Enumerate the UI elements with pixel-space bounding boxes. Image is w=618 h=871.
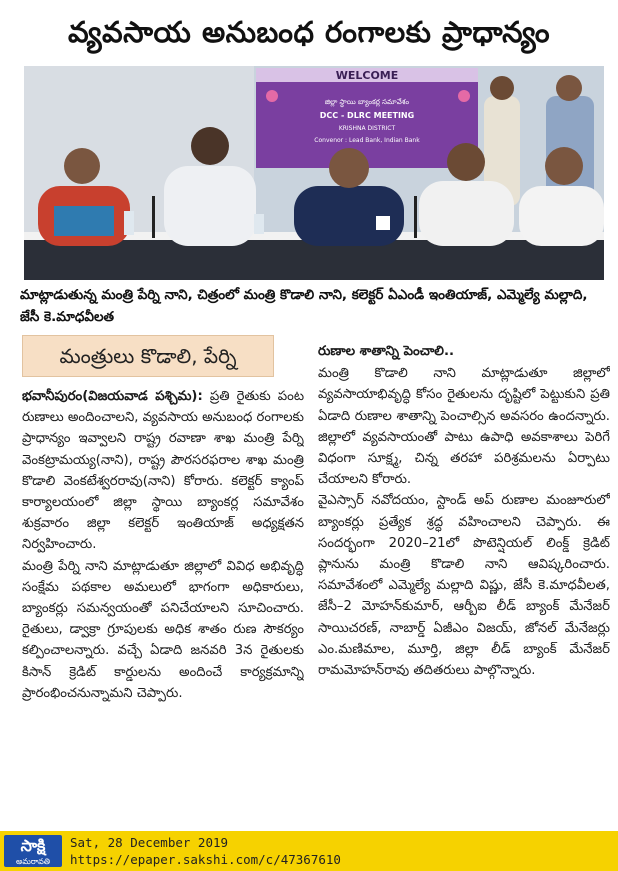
article-paragraph: మంత్రి పేర్ని నాని మాట్లాడుతూ జిల్లాలో వివిధ అభివృద్ధి సంక్షేమ పథకాల అమలులో భాగంగా అధికారులు, బ్యాంకర్లు సమన్వయంతో పనిచేయాలని సూచించారు. రైతులు, డ్వాక్రా గ్రూపులకు అధిక శాతం రుణ సౌకర్యం కల్పించాలన్నారు. వచ్చే ఏడాది జనవరి 3న రైతులకు కిసాన్ క్రెడిట్ కార్డులను అందించే కార్యక్రమాన్ని ప్రారంభించనున్నామని చెప్పారు. bbox=[22, 558, 304, 701]
banner-line1: జిల్లా స్థాయి బ్యాంకర్ల సమావేశం bbox=[324, 98, 410, 106]
banner-line4: Convenor : Lead Bank, Indian Bank bbox=[314, 137, 420, 144]
logo-subtext: అమరావతి bbox=[15, 857, 51, 866]
article-paragraph bbox=[22, 386, 304, 556]
article-paragraph: మంత్రి కొడాలి నాని మాట్లాడుతూ జిల్లాలో వ్యవసాయాభివృద్ధి కోసం రైతులను దృష్టిలో పెట్టుకుని ప్రతి ఏడాది రుణాల శాతాన్ని పెంచాల్సిన అవసరం ఉందన్నారు. జిల్లాలో వ్యవసాయంతో పాటు ఉపాధి అవకాశాలు పెరిగే విధంగా సూక్ష్మ, చిన్న తరహా పరిశ్రమలను ఏర్పాటు చేయాలని కోరారు. bbox=[318, 366, 610, 488]
banner-line2: DCC - DLRC MEETING bbox=[319, 111, 415, 120]
headline: వ్యవసాయ అనుబంధ రంగాలకు ప్రాధాన్యం bbox=[67, 15, 551, 49]
article-paragraph: వైఎస్సార్ నవోదయం, స్టాండ్ అప్ రుణాల మంజూరులో బ్యాంకర్లు ప్రత్యేక శ్రద్ధ వహించాలని చెప్పారు. ఈ సందర్భంగా 2020–21లో పొటెన్షియల్ లింక్డ్ క్రెడిట్ ప్లానును మంత్రి కొడాలి నాని ఆవిష్కరించారు. సమావేశంలో ఎమ్మెల్యే మల్లాది విష్ణు, జేసీ కె.మాధవీలత, జేసీ–2 మోహన్‌కుమార్, ఆర్బీఐ లీడ్ బ్యాంక్ మేనేజర్ సాయిచరణ్, నాబార్డ్ ఏజీఎం విజయ్, జోనల్ మేనేజర్లు ఎం.మణిమాల, మూర్తి, జిల్లా లీడ్ బ్యాంక్ మేనేజర్ రామమోహన్‌రావు తదితరులు పాల్గొన్నారు. bbox=[318, 493, 610, 679]
sub-headline: మంత్రులు కొడాలి, పేర్ని bbox=[22, 335, 274, 377]
banner-title: WELCOME bbox=[335, 69, 399, 82]
article-paragraph-text: ప్రతి రైతుకు పంట రుణాలు అందించాలని, వ్యవసాయ అనుబంధ రంగాలకు ప్రాధాన్యం ఇవ్వాలని రాష్ట్ర రవాణా శాఖ మంత్రి పేర్ని వెంకట్రామయ్య(నాని), రాష్ట్ర పౌరసరఫరాల శాఖ మంత్రి కొడాలి వెంకటేశ్వరరావు(నాని) కోరారు. కలెక్టర్ క్యాంప్ కార్యాలయంలో జిల్లా స్థాయి బ్యాంకర్ల సమావేశం శుక్రవారం జిల్లా కలెక్టర్ ఇంతియాజ్ అధ్యక్షతన నిర్వహించారు. bbox=[22, 389, 304, 553]
news-photo bbox=[24, 66, 604, 280]
edition-date: Sat, 28 December 2019 bbox=[70, 835, 229, 850]
photo-caption: మాట్లాడుతున్న మంత్రి పేర్ని నాని, చిత్రంలో మంత్రి కొడాలి నాని, కలెక్టర్ ఏఎండీ ఇంతియాజ్, ఎమ్మెల్యే మల్లాది, జేసీ కె.మాధవీలత bbox=[20, 287, 588, 325]
footer-bar bbox=[0, 831, 618, 871]
article-column-right bbox=[318, 341, 610, 811]
banner-line3: KRISHNA DISTRICT bbox=[338, 125, 396, 132]
dateline: భవానీపురం(విజయవాడ పశ్చిమ): bbox=[22, 389, 203, 404]
edition-url[interactable]: https://epaper.sakshi.com/c/47367610 bbox=[70, 852, 341, 867]
sakshi-logo bbox=[4, 835, 62, 867]
logo-text: సాక్షి bbox=[20, 836, 46, 855]
article-column-left bbox=[22, 386, 304, 822]
article-subheading: రుణాల శాతాన్ని పెంచాలి.. bbox=[318, 344, 454, 359]
